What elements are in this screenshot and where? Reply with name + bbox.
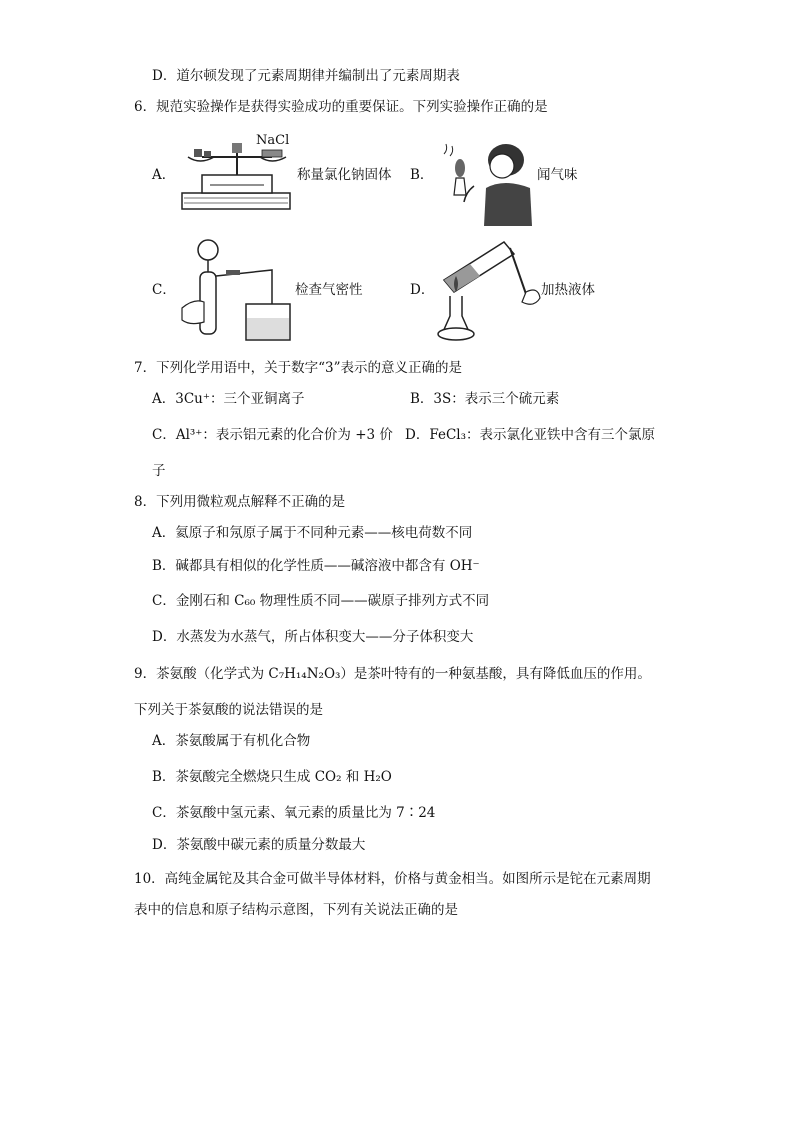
q8-option-c: C．金刚石和 C₆₀ 物理性质不同——碳原子排列方式不同 (152, 593, 490, 609)
q6-d-caption: 加热液体 (541, 282, 595, 298)
q7-option-b: B．3S：表示三个硫元素 (410, 391, 560, 407)
q7-stem: 7．下列化学用语中，关于数字“3”表示的意义正确的是 (134, 360, 462, 376)
q6-c-caption: 检查气密性 (295, 282, 363, 298)
smelling-figure (434, 140, 534, 226)
q7-option-a: A．3Cu⁺：三个亚铜离子 (152, 391, 305, 407)
nacl-label: NaCl (256, 133, 290, 148)
q9-option-d: D．茶氨酸中碳元素的质量分数最大 (152, 837, 366, 853)
q6-b-caption: 闻气味 (537, 167, 578, 183)
q7-option-c: C．Al³⁺：表示铝元素的化合价为 +3 价 (152, 427, 393, 443)
q9-stem-line2: 下列关于茶氨酸的说法错误的是 (134, 702, 323, 718)
q6-c-letter: C． (152, 282, 176, 298)
q6-a-letter: A． (152, 167, 176, 183)
q6-a-caption: 称量氯化钠固体 (297, 167, 392, 183)
q9-option-a: A．茶氨酸属于有机化合物 (152, 733, 311, 749)
heating-liquid-figure (430, 236, 542, 342)
q7-option-d: D．FeCl₃：表示氯化亚铁中含有三个氯原 (405, 427, 656, 443)
q10-stem-line1: 10．高纯金属铊及其合金可做半导体材料，价格与黄金相当。如图所示是铊在元素周期 (134, 871, 651, 887)
q9-option-b: B．茶氨酸完全燃烧只生成 CO₂ 和 H₂O (152, 769, 392, 785)
q6-b-letter: B． (410, 167, 434, 183)
q6-stem: 6．规范实验操作是获得实验成功的重要保证。下列实验操作正确的是 (134, 99, 548, 115)
q6-d-letter: D． (410, 282, 435, 298)
q8-stem: 8．下列用微粒观点解释不正确的是 (134, 494, 346, 510)
q8-option-d: D．水蒸发为水蒸气，所占体积变大——分子体积变大 (152, 629, 474, 645)
q7-option-d-cont: 子 (152, 463, 166, 479)
q5-option-d: D．道尔顿发现了元素周期律并编制出了元素周期表 (152, 68, 460, 84)
airtight-check-figure (180, 236, 292, 342)
q8-option-a: A．氦原子和氖原子属于不同种元素——核电荷数不同 (152, 525, 473, 541)
q10-stem-line2: 表中的信息和原子结构示意图，下列有关说法正确的是 (134, 902, 458, 918)
q8-option-b: B．碱都具有相似的化学性质——碱溶液中都含有 OH⁻ (152, 558, 480, 574)
q9-stem-line1: 9．茶氨酸（化学式为 C₇H₁₄N₂O₃）是茶叶特有的一种氨基酸，具有降低血压的作用。 (134, 666, 651, 682)
q9-option-c: C．茶氨酸中氢元素、氧元素的质量比为 7∶24 (152, 805, 436, 821)
